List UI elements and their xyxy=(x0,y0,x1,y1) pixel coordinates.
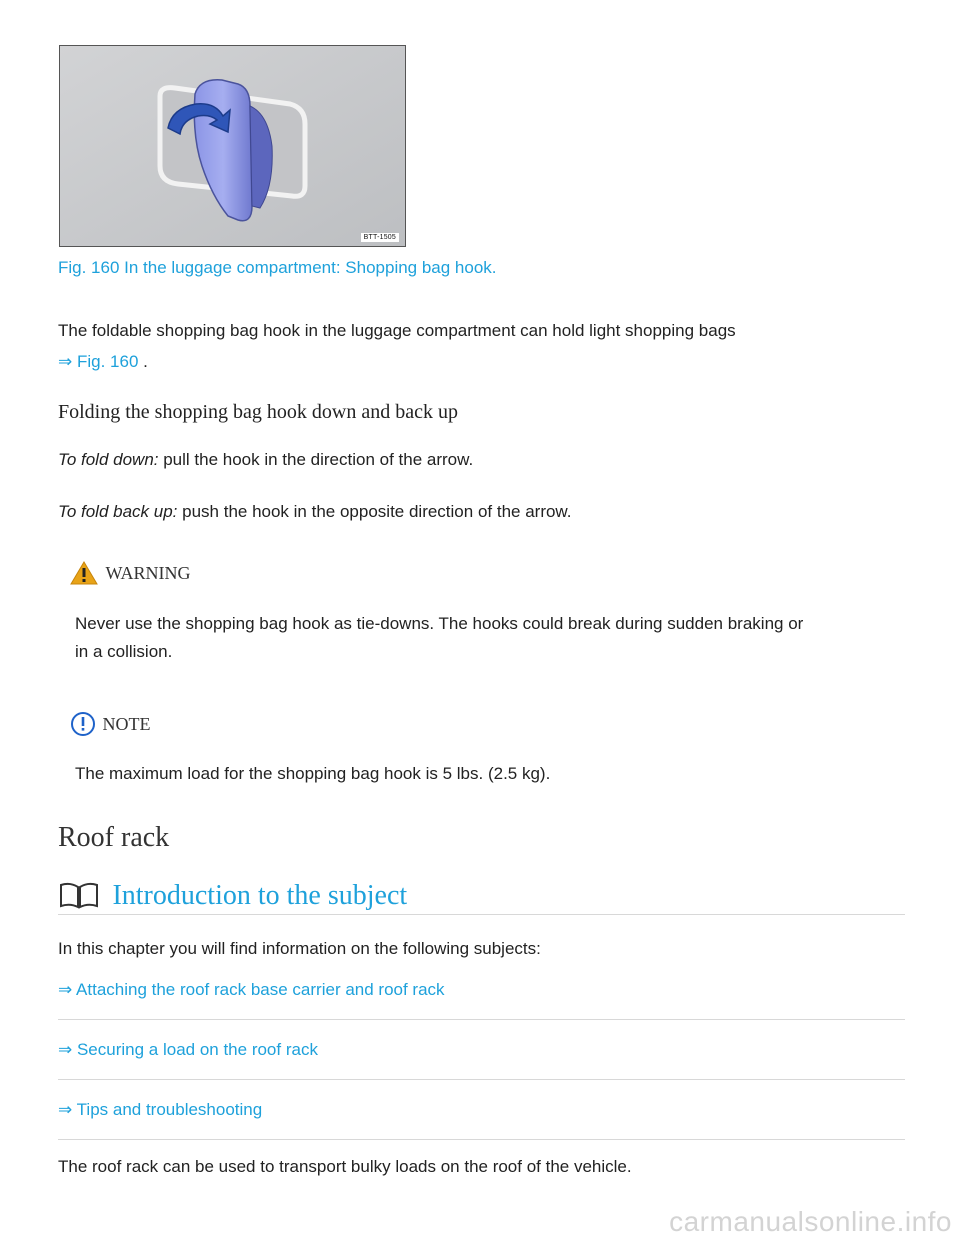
link-tips-troubleshooting[interactable]: ⇒ Tips and troubleshooting xyxy=(58,1100,263,1119)
warning-text-line1: Never use the shopping bag hook as tie-downs. The hooks could break during sudden braking or xyxy=(75,614,804,633)
warning-label: WARNING xyxy=(105,562,191,583)
link-securing-load[interactable]: ⇒ Securing a load on the roof rack xyxy=(58,1040,318,1059)
intro-subject-header xyxy=(58,880,407,912)
fold-down-label: To fold down: xyxy=(58,450,159,469)
section-heading-folding: Folding the shopping bag hook down and back up xyxy=(58,401,458,423)
divider xyxy=(58,914,905,915)
divider xyxy=(58,1079,905,1080)
link-attaching-roof-rack[interactable]: ⇒ Attaching the roof rack base carrier and roof rack xyxy=(58,980,445,999)
fold-up-text: push the hook in the opposite direction of the arrow. xyxy=(177,502,572,521)
fold-up-label: To fold back up: xyxy=(58,502,178,521)
warning-text-line2: in a collision. xyxy=(75,642,173,661)
intro-link-line xyxy=(58,351,148,373)
fold-up-instruction xyxy=(58,501,572,523)
fig-160-link[interactable]: ⇒ Fig. 160 xyxy=(58,352,139,371)
divider xyxy=(58,1139,905,1140)
warning-triangle-icon xyxy=(70,561,98,585)
intro-text: The foldable shopping bag hook in the luggage compartment can hold light shopping bags xyxy=(58,321,736,340)
note-text: The maximum load for the shopping bag hook is 5 lbs. (2.5 kg). xyxy=(75,764,551,783)
exclamation-circle-icon xyxy=(70,711,96,737)
fold-down-instruction xyxy=(58,449,473,471)
shopping-bag-hook-illustration xyxy=(60,46,405,246)
roof-rack-heading: Roof rack xyxy=(58,822,170,853)
divider xyxy=(58,1019,905,1020)
roof-rack-closing-text: The roof rack can be used to transport bulky loads on the roof of the vehicle. xyxy=(58,1157,632,1176)
watermark: carmanualsonline.info xyxy=(669,1206,952,1237)
fold-down-text: pull the hook in the direction of the arrow. xyxy=(158,450,474,469)
figure-caption: Fig. 160 In the luggage compartment: Shopping bag hook. xyxy=(58,258,497,277)
figure-image xyxy=(59,45,406,247)
open-book-icon xyxy=(58,881,100,911)
note-label: NOTE xyxy=(102,713,151,734)
chapter-intro-text: In this chapter you will find information on the following subjects: xyxy=(58,939,541,958)
intro-subject-heading: Introduction to the subject xyxy=(112,880,408,911)
warning-header xyxy=(70,561,190,585)
figure-code: BTT-1505 xyxy=(361,233,399,242)
intro-suffix: . xyxy=(143,352,148,371)
note-header xyxy=(70,711,150,737)
